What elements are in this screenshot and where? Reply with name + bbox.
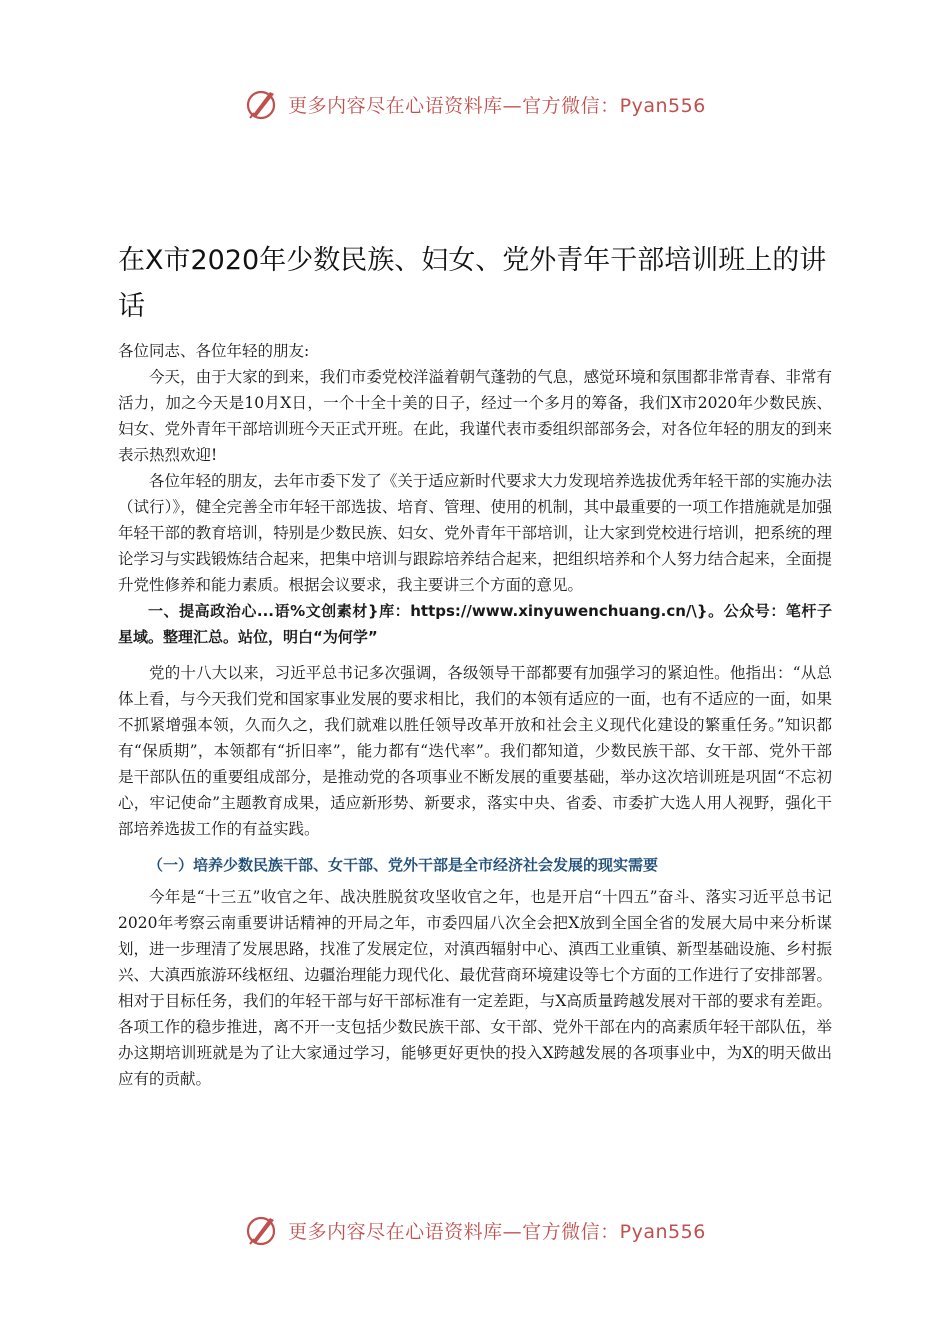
- subsection-heading: （一）培养少数民族干部、女干部、党外干部是全市经济社会发展的现实需要: [148, 856, 659, 874]
- paragraph: 今年是“十三五”收官之年、战决胜脱贫攻坚收官之年，也是开启“十四五”奋斗、落实习近平总书记2020年考察云南重要讲话精神的开局之年，市委四届八次全会把X放到全国全省的发展大局中来分析谋划，进一步理清了发展思路，找准了发展定位，对滇西辐射中心、滇西工业重镇、新型基础设施、乡村振兴、大滇西旅游环线枢纽、边疆治理能力现代化、最优营商环境建设等七个方面的工作进行了安排部署。相对于目标任务，我们的年轻干部与好干部标准有一定差距，与X高质量跨越发展对干部的要求有差距。各项工作的稳步推进，离不开一支包括少数民族干部、女干部、党外干部在内的高素质年轻干部队伍，举办这期培训班就是为了让大家通过学习，能够更好更快的投入X跨越发展的各项事业中，为X的明天做出应有的贡献。: [118, 888, 832, 1088]
- header-banner: [0, 84, 950, 124]
- document-body: [118, 238, 832, 1092]
- banner-text: 更多内容尽在心语资料库—官方微信：Pyan556: [288, 1220, 706, 1243]
- document-title: 在X市2020年少数民族、妇女、党外青年干部培训班上的讲话: [118, 245, 827, 322]
- salutation: 各位同志、各位年轻的朋友:: [118, 342, 310, 360]
- footer-banner: [0, 1210, 950, 1250]
- banner-text: 更多内容尽在心语资料库—官方微信：Pyan556: [288, 94, 706, 117]
- quill-pen-logo-icon: [244, 86, 280, 122]
- section-heading: 一、提高政治心...语%文创素材}库：https://www.xinyuwenchuang.cn/\}。公众号：笔杆子星域。整理汇总。站位，明白“为何学”: [118, 602, 832, 646]
- paragraph: 各位年轻的朋友，去年市委下发了《关于适应新时代要求大力发现培养选拔优秀年轻干部的实施办法（试行）》，健全完善全市年轻干部选拔、培育、管理、使用的机制，其中最重要的一项工作措施就是加强年轻干部的教育培训，特别是少数民族、妇女、党外青年干部培训，让大家到党校进行培训，把系统的理论学习与实践锻炼结合起来，把集中培训与跟踪培养结合起来，把组织培养和个人努力结合起来，全面提升党性修养和能力素质。根据会议要求，我主要讲三个方面的意见。: [118, 472, 832, 594]
- quill-pen-logo-icon: [244, 1212, 280, 1248]
- paragraph: 党的十八大以来，习近平总书记多次强调，各级领导干部都要有加强学习的紧迫性。他指出：“从总体上看，与今天我们党和国家事业发展的要求相比，我们的本领有适应的一面，也有不适应的一面，如果不抓紧增强本领，久而久之，我们就难以胜任领导改革开放和社会主义现代化建设的繁重任务。”知识都有“保质期”，本领都有“折旧率”，能力都有“迭代率”。我们都知道，少数民族干部、女干部、党外干部是干部队伍的重要组成部分，是推动党的各项事业不断发展的重要基础，举办这次培训班是巩固“不忘初心，牢记使命”主题教育成果，适应新形势、新要求，落实中央、省委、市委扩大选人用人视野，强化干部培养选拔工作的有益实践。: [118, 664, 832, 838]
- paragraph: 今天，由于大家的到来，我们市委党校洋溢着朝气蓬勃的气息，感觉环境和氛围都非常青春、非常有活力，加之今天是10月X日，一个十全十美的日子，经过一个多月的筹备，我们X市2020年少数民族、妇女、党外青年干部培训班今天正式开班。在此，我谨代表市委组织部部务会，对各位年轻的朋友的到来表示热烈欢迎!: [118, 368, 832, 464]
